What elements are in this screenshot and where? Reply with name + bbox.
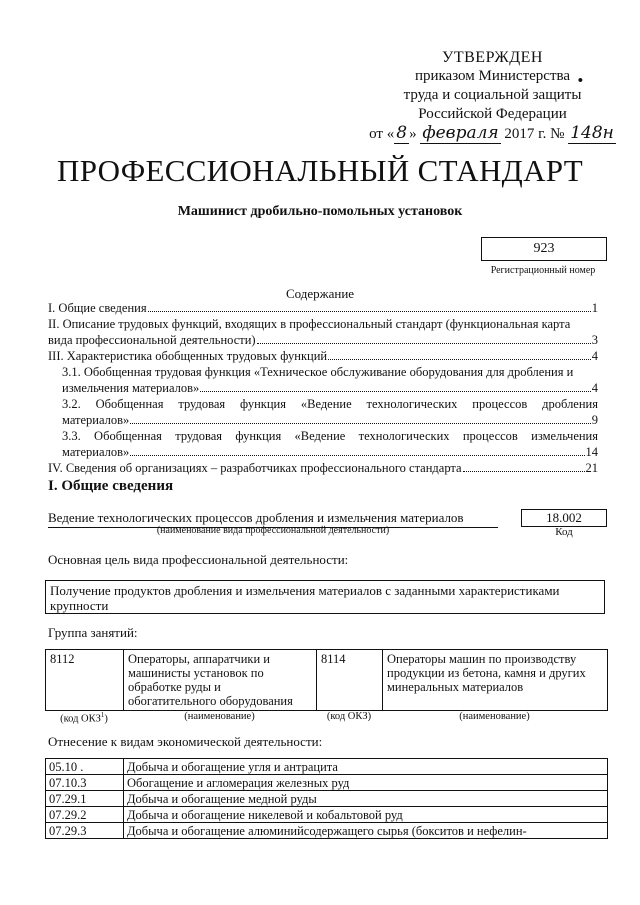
- document-title: ПРОФЕССИОНАЛЬНЫЙ СТАНДАРТ: [57, 153, 583, 188]
- table-row: [46, 807, 608, 823]
- table-row: [46, 775, 608, 791]
- okz-code: 8114: [317, 650, 383, 711]
- toc-item[interactable]: [48, 348, 598, 364]
- okved-name: Добыча и обогащение медной руды: [124, 791, 608, 807]
- approval-heading: УТВЕРЖДЕН: [442, 49, 543, 66]
- section-heading: I. Общие сведения: [48, 478, 174, 494]
- date-day: 8: [396, 123, 408, 143]
- group-caption-name: (наименование): [184, 711, 255, 722]
- okved-name: Добыча и обогащение угля и антрацита: [124, 759, 608, 775]
- toc-item-page: 9: [591, 413, 598, 427]
- okz-code: 8112: [46, 650, 124, 711]
- activity-code-caption: Код: [555, 526, 573, 538]
- approval-block: [360, 48, 625, 144]
- toc-item-text: 3.3. Обобщенная трудовая функция «Ведение технологических процессов измельчения: [62, 429, 598, 443]
- occupation-group-table: [45, 649, 608, 711]
- table-row: [46, 791, 608, 807]
- toc-item[interactable]: [48, 396, 598, 428]
- toc-item-page: 1: [591, 301, 598, 315]
- toc-item-text: II. Описание трудовых функций, входящих в профессиональный стандарт (функциональная карта: [48, 317, 571, 331]
- toc-item-text: 3.2. Обобщенная трудовая функция «Ведение технологических процессов дробления: [62, 397, 598, 411]
- toc-item-text: I. Общие сведения: [48, 301, 147, 315]
- toc-item[interactable]: [48, 460, 598, 476]
- date-month: февраля: [422, 123, 499, 143]
- toc-item-text: 3.1. Обобщенная трудовая функция «Техническое обслуживание оборудования для дробления и: [62, 365, 574, 379]
- registration-number-label: Регистрационный номер: [490, 265, 596, 276]
- toc-item-text: вида профессиональной деятельности): [48, 333, 256, 347]
- approval-dot: •: [577, 73, 583, 89]
- okved-name: Добыча и обогащение никелевой и кобальтовой руд: [124, 807, 608, 823]
- toc-item-page: 4: [591, 381, 598, 395]
- table-row: [46, 759, 608, 775]
- toc-item-text: материалов»: [62, 413, 130, 427]
- okved-code: 07.29.2: [46, 807, 124, 823]
- toc-item-page: 4: [591, 349, 598, 363]
- group-caption-name: (наименование): [459, 711, 530, 722]
- toc-item[interactable]: [48, 316, 598, 348]
- table-of-contents: [48, 300, 598, 476]
- okved-name: Обогащение и агломерация железных руд: [124, 775, 608, 791]
- table-row: [46, 823, 608, 839]
- activity-kind: Ведение технологических процессов дробления и измельчения материалов: [48, 510, 498, 528]
- approval-line: труда и социальной защиты: [403, 87, 582, 103]
- toc-item[interactable]: [48, 364, 598, 396]
- approval-date-line: [369, 124, 616, 144]
- group-label: Группа занятий:: [48, 625, 138, 640]
- okved-code: 07.10.3: [46, 775, 124, 791]
- toc-item-page: 14: [585, 445, 598, 459]
- goal-label: Основная цель вида профессиональной деятельности:: [48, 552, 349, 567]
- toc-item-page: 3: [591, 333, 598, 347]
- goal-box: Получение продуктов дробления и измельчения материалов с заданными характеристиками крупности: [45, 580, 605, 614]
- date-mid: »: [409, 126, 417, 142]
- okved-label: Отнесение к видам экономической деятельности:: [48, 734, 323, 749]
- group-caption-code: (код ОКЗ): [326, 711, 372, 722]
- date-year: 2017 г. №: [504, 126, 565, 142]
- okved-code: 07.29.1: [46, 791, 124, 807]
- okved-code: 07.29.3: [46, 823, 124, 839]
- toc-item-page: 21: [585, 461, 598, 475]
- activity-kind-caption: (наименование вида профессиональной деятельности): [156, 525, 390, 536]
- toc-item-text: материалов»: [62, 445, 130, 459]
- activity-code-box: 18.002: [521, 509, 607, 527]
- okz-name: Операторы, аппаратчики и машинисты установок по обработке руды и обогатительного оборудования: [124, 650, 317, 711]
- okz-name: Операторы машин по производству продукции из бетона, камня и других минеральных материалов: [383, 650, 608, 711]
- toc-item-text: III. Характеристика обобщенных трудовых функций: [48, 349, 328, 363]
- approval-line: Российской Федерации: [418, 106, 567, 122]
- date-prefix: от «: [369, 126, 395, 142]
- toc-item-text: IV. Сведения об организациях – разработчиках профессионального стандарта: [48, 461, 462, 475]
- okved-table: [45, 758, 608, 839]
- okved-code: 05.10 .: [46, 759, 124, 775]
- approval-line: приказом Министерства: [414, 68, 571, 84]
- okved-name: Добыча и обогащение алюминийсодержащего сырья (бокситов и нефелин-: [124, 823, 608, 839]
- group-caption-code: (код ОКЗ$^1$): [60, 711, 108, 725]
- order-number: 148н: [570, 123, 614, 143]
- registration-number-box: 923: [481, 237, 607, 261]
- toc-item-text: измельчения материалов»: [62, 381, 200, 395]
- toc-item[interactable]: [48, 300, 598, 316]
- standard-name: Машинист дробильно-помольных установок: [177, 204, 463, 219]
- toc-title: Содержание: [285, 286, 355, 301]
- toc-item[interactable]: [48, 428, 598, 460]
